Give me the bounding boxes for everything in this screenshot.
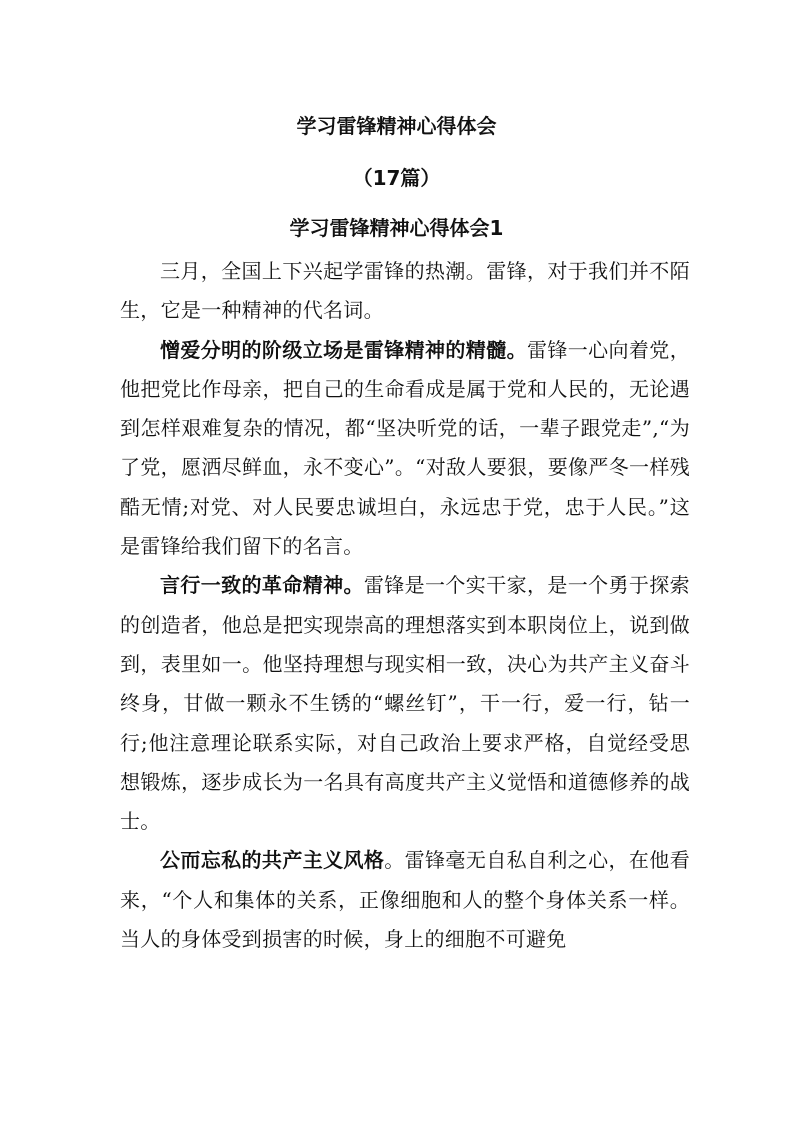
paragraph-lead: 公而忘私的共产主义风格 bbox=[160, 848, 385, 873]
paragraph-text: 。雷锋毫无自私自利之心，在他看来，“个人和集体的关系，正像细胞和人的整个身体关系一样。当人的身体受到损害的时候，身上的细胞不可避免 bbox=[120, 848, 690, 952]
body-text bbox=[120, 252, 690, 959]
document-subtitle: （17篇） bbox=[352, 166, 441, 190]
paragraph-lead: 言行一致的革命精神。 bbox=[160, 573, 364, 598]
paragraph-lead: 憎爱分明的阶级立场是雷锋精神的精髓。 bbox=[160, 337, 527, 362]
paragraph-text: 雷锋是一个实干家，是一个勇于探索的创造者，他总是把实现崇高的理想落实到本职岗位上，说到做到，表里如一。他坚持理想与现实相一致，决心为共产主义奋斗终身，甘做一颗永不生锈的“螺丝钉”，干一行，爱一行，钻一行;他注意理论联系实际，对自己政治上要求严格，自觉经受思想锻炼，逐步成长为一名具有高度共产主义觉悟和道德修养的战士。 bbox=[120, 573, 690, 834]
paragraph-class-stand bbox=[120, 331, 690, 567]
paragraph-text: 三月，全国上下兴起学雷锋的热潮。雷锋，对于我们并不陌生，它是一种精神的代名词。 bbox=[120, 259, 690, 323]
paragraph-selfless bbox=[120, 841, 690, 959]
paragraph-text: 雷锋一心向着党，他把党比作母亲，把自己的生命看成是属于党和人民的，无论遇到怎样艰难复杂的情况，都“坚决听党的话，一辈子跟党走”,“为了党，愿洒尽鲜血，永不变心”。“对敌人要狠，要像严冬一样残酷无情;对党、对人民要忠诚坦白，永远忠于党，忠于人民。”这是雷锋给我们留下的名言。 bbox=[120, 337, 690, 559]
paragraph-words-deeds bbox=[120, 566, 690, 841]
document-title: 学习雷锋精神心得体会 bbox=[296, 114, 497, 138]
paragraph-intro bbox=[120, 252, 690, 331]
section-title: 学习雷锋精神心得体会1 bbox=[289, 216, 504, 240]
